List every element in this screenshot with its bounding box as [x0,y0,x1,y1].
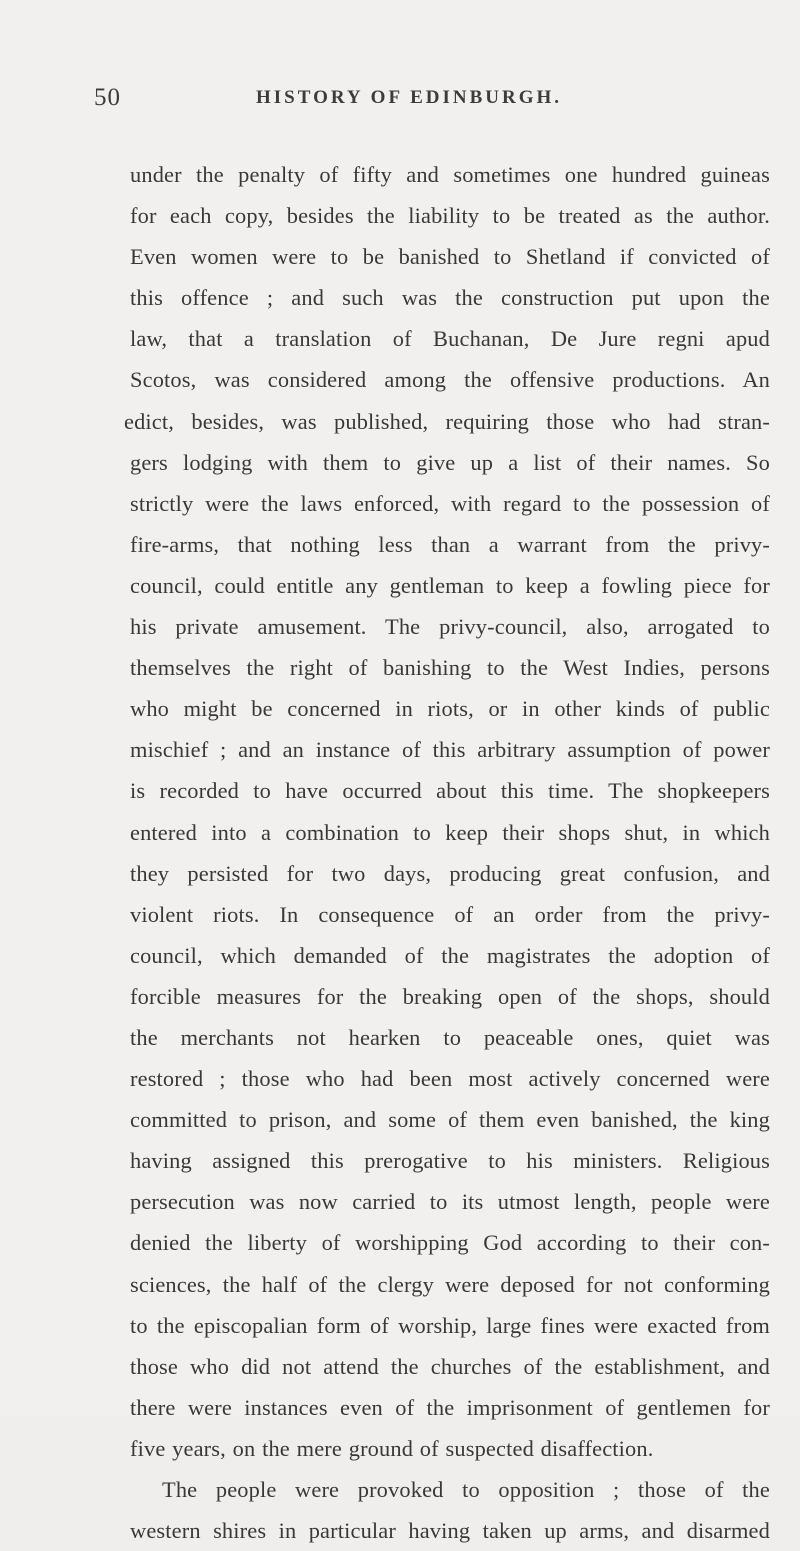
text-line: strictly were the laws enforced, with regard to the possession of [130,490,770,516]
text-line: law, that a translation of Buchanan, De Jure regni apud [130,326,770,352]
text-line: having assigned this prerogative to his ministers. Religious [130,1148,770,1174]
text-line: sciences, the half of the clergy were deposed for not conforming [130,1271,770,1297]
text-line: council, which demanded of the magistrates the adoption of [130,942,770,968]
running-title: HISTORY OF EDINBURGH. [256,87,563,108]
text-line: Scotos, was considered among the offensive productions. An [130,367,770,393]
text-line: under the penalty of fifty and sometimes one hundred guineas [130,162,770,187]
text-line: fire-arms, that nothing less than a warrant from the privy- [130,531,770,557]
text-line: there were instances even of the imprisonment of gentlemen for [130,1394,770,1420]
text-line: council, could entitle any gentleman to keep a fowling piece for [130,572,770,598]
text-line: this offence ; and such was the construction put upon the [130,285,770,311]
text-line: to the episcopalian form of worship, large fines were exacted from [130,1312,770,1338]
text-line: mischief ; and an instance of this arbitrary assumption of power [130,737,770,763]
text-line: those who did not attend the churches of the establishment, and [130,1353,770,1379]
text-line: five years, on the mere ground of suspected disaffection. [130,1435,654,1461]
text-line: is recorded to have occurred about this time. The shopkeepers [130,778,770,804]
body-text [124,154,770,1551]
text-line: forcible measures for the breaking open of the shops, should [130,983,770,1009]
text-line: persecution was now carried to its utmost length, people were [130,1189,770,1215]
text-line: themselves the right of banishing to the West Indies, persons [130,655,770,681]
running-head [94,80,759,116]
text-line: edict, besides, was published, requiring those who had stran- [124,408,770,434]
text-line: entered into a combination to keep their shops shut, in which [130,819,770,845]
text-line: the merchants not hearken to peaceable ones, quiet was [130,1024,770,1050]
text-line: who might be concerned in riots, or in other kinds of public [130,696,770,722]
text-line: his private amusement. The privy-council, also, arrogated to [130,614,770,640]
text-line: committed to prison, and some of them even banished, the king [130,1107,770,1133]
text-line: Even women were to be banished to Shetland if convicted of [130,244,770,270]
text-line: violent riots. In consequence of an order from the privy- [130,901,770,927]
text-line: restored ; those who had been most actively concerned were [130,1066,770,1092]
text-line: western shires in particular having taken up arms, and disarmed [130,1518,770,1544]
page-number: 50 [94,84,121,111]
text-line: for each copy, besides the liability to be treated as the author. [130,203,770,229]
text-line: denied the liberty of worshipping God according to their con- [130,1230,770,1256]
text-line: The people were provoked to opposition ; those of the [162,1477,770,1502]
text-line: gers lodging with them to give up a list of their names. So [130,449,770,475]
text-line: they persisted for two days, producing great confusion, and [130,860,770,886]
